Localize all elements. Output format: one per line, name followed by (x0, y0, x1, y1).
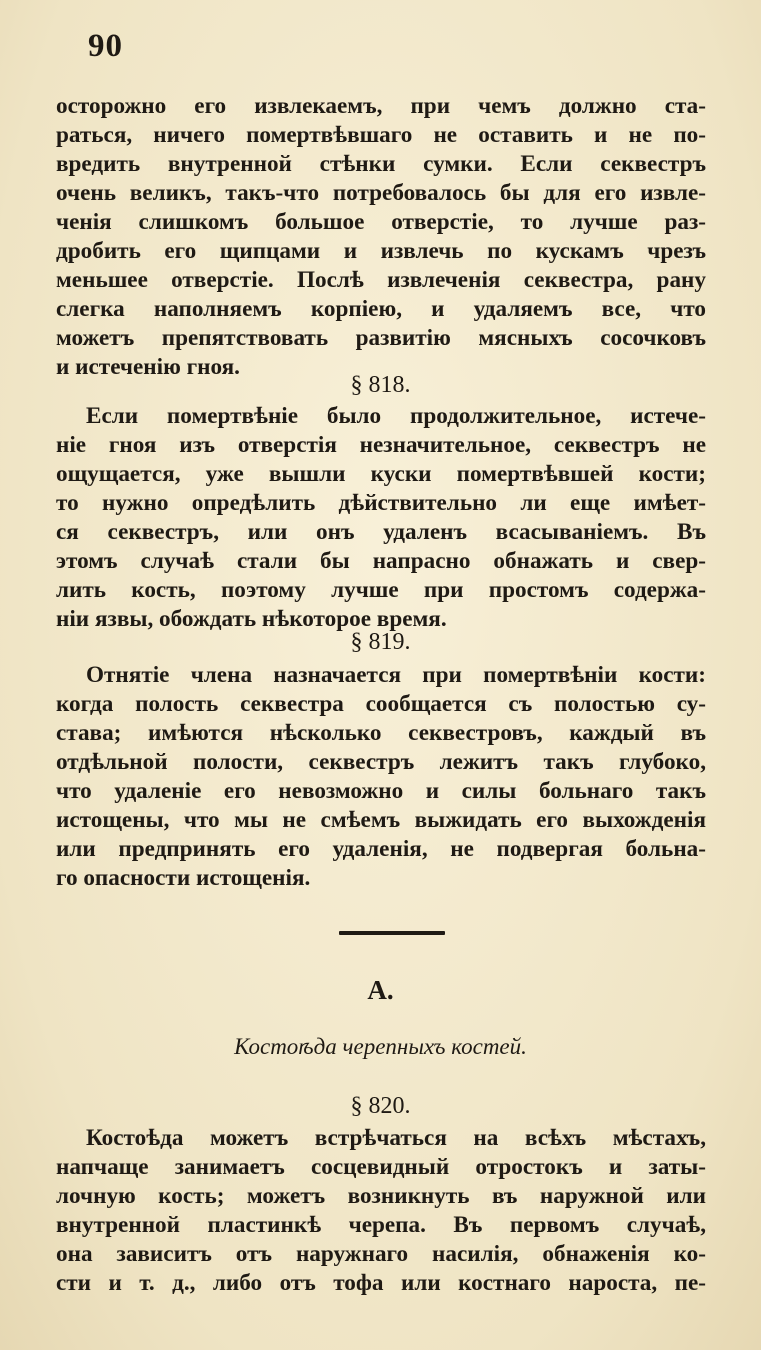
paragraph-819 (56, 661, 706, 893)
text-line: раться, ничего помертвѣвшаго не оставить и не по- (56, 122, 706, 148)
chapter-subtitle: Костоѣда черепныхъ костей. (234, 1034, 527, 1059)
text-line: и истеченію гноя. (56, 354, 240, 380)
text-line: можетъ препятствовать развитію мясныхъ сосочковъ (56, 325, 706, 351)
section-819-heading: § 819. (350, 629, 411, 655)
text-line: сти и т. д., либо отъ тофа или костнаго нароста, пе- (56, 1270, 706, 1296)
text-line: Костоѣда можетъ встрѣчаться на всѣхъ мѣстахъ, (86, 1125, 706, 1151)
text-line: Отнятіе члена назначается при помертвѣніи кости: (86, 662, 706, 688)
text-line: этомъ случаѣ стали бы напрасно обнажать и свер- (56, 548, 706, 574)
text-line: истощены, что мы не смѣемъ выжидать его выхожденія (56, 807, 706, 833)
text-line: что удаленіе его невозможно и силы больнаго такъ (56, 778, 706, 804)
chapter-letter-heading: А. (367, 975, 394, 1005)
text-line: то нужно опредѣлить дѣйствительно ли еще имѣет- (56, 490, 706, 516)
text-line: она зависитъ отъ наружнаго насилія, обнаженія ко- (56, 1241, 706, 1267)
text-line: Если помертвѣніе было продолжительное, истече- (86, 403, 706, 429)
section-divider (339, 931, 445, 935)
text-line: ченія слишкомъ большое отверстіе, то лучше раз- (56, 209, 706, 235)
text-line: вредить внутренной стѣнки сумки. Если секвестръ (56, 151, 706, 177)
text-line: когда полость секвестра сообщается съ полостью су- (56, 691, 706, 717)
text-line: дробить его щипцами и извлечь по кускамъ чрезъ (56, 238, 706, 264)
text-line: отдѣльной полости, секвестръ лежитъ такъ глубоко, (56, 749, 706, 775)
text-line: меньшее отверстіе. Послѣ извлеченія секвестра, рану (56, 267, 706, 293)
page-number: 90 (88, 28, 123, 64)
section-820-heading: § 820. (350, 1093, 411, 1119)
text-line: ніе гноя изъ отверстія незначительное, секвестръ не (56, 432, 706, 458)
paragraph-818 (56, 402, 706, 634)
text-line: лить кость, поэтому лучше при простомъ содержа- (56, 577, 706, 603)
paragraph-820 (56, 1124, 706, 1298)
text-line: ся секвестръ, или онъ удаленъ всасываніемъ. Въ (56, 519, 706, 545)
text-line: става; имѣются нѣсколько секвестровъ, каждый въ (56, 720, 706, 746)
text-line: очень великъ, такъ-что потребовалось бы для его извле- (56, 180, 706, 206)
text-line: ніи язвы, обождать нѣкоторое время. (56, 606, 447, 632)
text-line: или предпринять его удаленія, не подвергая больна- (56, 836, 706, 862)
text-line: осторожно его извлекаемъ, при чемъ должно ста- (56, 93, 706, 119)
text-line: го опасности истощенія. (56, 865, 311, 891)
text-line: лочную кость; можетъ возникнуть въ наружной или (56, 1183, 706, 1209)
text-line: слегка наполняемъ корпіею, и удаляемъ все, что (56, 296, 706, 322)
paragraph-1 (56, 92, 706, 382)
section-818-heading: § 818. (350, 372, 411, 398)
text-line: напчаще занимаетъ сосцевидный отростокъ и заты- (56, 1154, 706, 1180)
text-line: ощущается, уже вышли куски помертвѣвшей кости; (56, 461, 706, 487)
text-line: внутренной пластинкѣ черепа. Въ первомъ случаѣ, (56, 1212, 706, 1238)
